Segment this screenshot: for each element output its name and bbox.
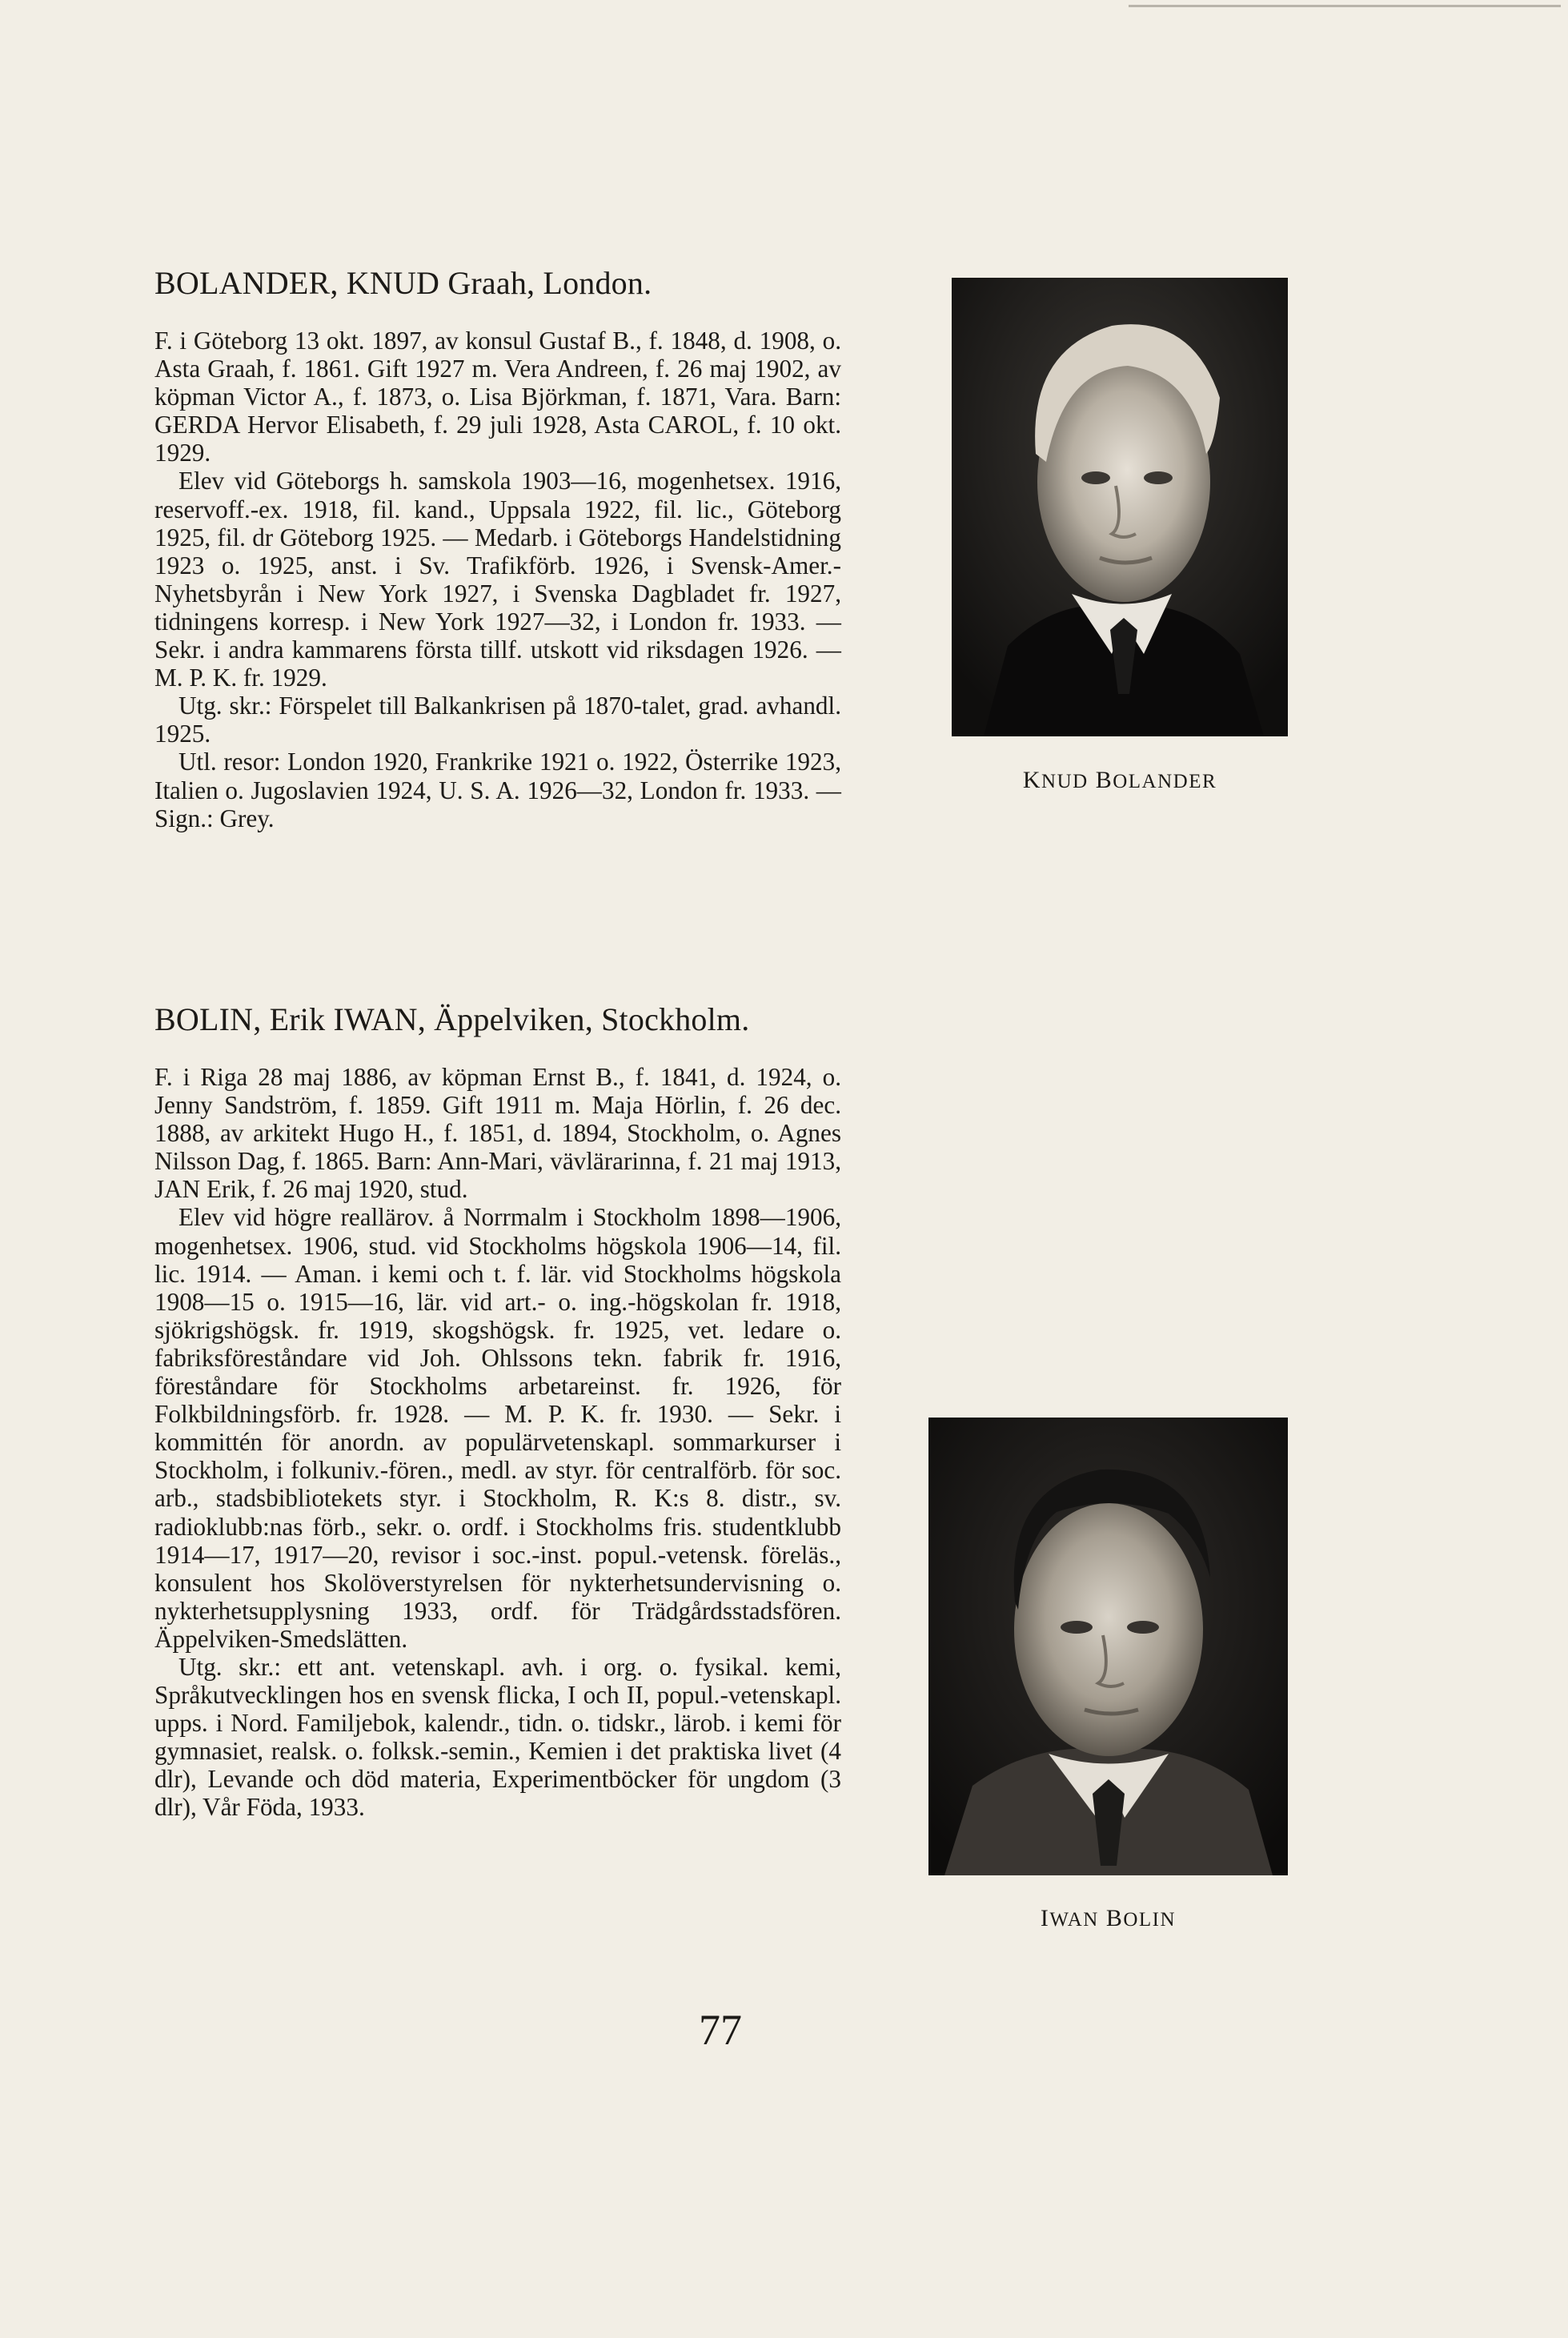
caption-last-rest: OLANDER xyxy=(1113,771,1217,792)
entry-paragraph: F. i Riga 28 maj 1886, av köpman Ernst B., f. 1841, d. 1924, o. Jenny Sandström, f. 1859. Gift 1911 m. Maja Hörlin, f. 26 dec. 1888, av arkitekt Hugo H., f. 1851, d. 1894, Stockholm, o. Agnes Nilsson Dag, f. 1865. Barn: Ann-Mari, vävlärarinna, f. 21 maj 1913, JAN Erik, f. 26 maj 1920, stud. xyxy=(154,1063,841,1204)
entry-paragraph: Utl. resor: London 1920, Frankrike 1921 o. 1922, Österrike 1923, Italien o. Jugoslavien 1924, U. S. A. 1926—32, London fr. 1933. — Sign.: Grey. xyxy=(154,748,841,832)
entry-body-bolin xyxy=(154,1063,841,1822)
entry-paragraph: F. i Göteborg 13 okt. 1897, av konsul Gustaf B., f. 1848, d. 1908, o. Asta Graah, f. 1861. Gift 1927 m. Vera Andreen, f. 26 maj 1902, av köpman Victor A., f. 1873, o. Lisa Björkman, f. 1871, Vara. Barn: GERDA Hervor Elisabeth, f. 29 juli 1928, Asta CAROL, f. 10 okt. 1929. xyxy=(154,327,841,467)
page-number: 77 xyxy=(699,2006,742,2054)
entry-heading-bolin: BOLIN, Erik IWAN, Äppelviken, Stockholm. xyxy=(154,1001,750,1037)
entry-paragraph: Elev vid högre reallärov. å Norrmalm i Stockholm 1898—1906, mogenhetsex. 1906, stud. vid Stockholms högskola 1906—14, fil. lic. 1914. — Aman. i kemi och t. f. lär. vid Stockholms högskola 1908—15 o. 1915—16, lär. vid art.- o. ing.-högskolan fr. 1918, sjökrigshögsk. fr. 1919, skogshögsk. fr. 1925, vet. ledare o. fabriksföreståndare vid Joh. Ohlssons tekn. fabrik fr. 1916, föreståndare för Stockholms arbetareinst. fr. 1926, för Folkbildningsförb. fr. 1928. — M. P. K. fr. 1930. — Sekr. i kommittén för anordn. av populärvetenskapl. sommarkurser i Stockholm, i folkuniv.-fören., medl. av styr. för centralförb. för soc. arb., stadsbibliotekets styr. i Stockholm, R. K:s 8. distr., sv. radioklubb:nas förb., sekr. o. ordf. i Stockholms fris. studentklubb 1914—17, 1917—20, revisor i soc.-inst. popul.-vetensk. föreläs., konsulent hos Skolöverstyrelsen för nykterhetsundervisning o. nykterhetsupplysning 1933, ordf. för Trädgårdsstadsfören. Äppelviken-Smedslätten. xyxy=(154,1203,841,1653)
caption-last-initial: B xyxy=(1095,767,1113,793)
portrait-caption-bolander xyxy=(952,767,1288,794)
caption-first-rest: NUD xyxy=(1041,771,1089,792)
entry-paragraph: Utg. skr.: Förspelet till Balkankrisen på 1870-talet, grad. avhandl. 1925. xyxy=(154,692,841,748)
caption-last-initial: B xyxy=(1105,1905,1124,1931)
entry-body-bolander xyxy=(154,327,841,832)
portrait-photo-bolander xyxy=(952,278,1288,736)
caption-first-rest: WAN xyxy=(1049,1909,1099,1931)
caption-first-initial: K xyxy=(1022,767,1042,793)
portrait-photo-bolin xyxy=(928,1418,1288,1875)
top-edge-rule xyxy=(1129,5,1561,7)
entry-heading-bolander: BOLANDER, KNUD Graah, London. xyxy=(154,265,652,301)
entry-paragraph: Utg. skr.: ett ant. vetenskapl. avh. i org. o. fysikal. kemi, Språkutvecklingen hos en svensk flicka, I och II, popul.-vetenskapl. upps. i Nord. Familjebok, kalendr., tidn. o. tidskr., lärob. i kemi för gymnasiet, realsk. o. folksk.-semin., Kemien i det praktiska livet (4 dlr), Levande och död materia, Experimentböcker för ungdom (3 dlr), Vår Föda, 1933. xyxy=(154,1652,841,1822)
portrait-caption-bolin xyxy=(928,1905,1288,1932)
caption-first-initial: I xyxy=(1040,1905,1050,1931)
entry-paragraph: Elev vid Göteborgs h. samskola 1903—16, mogenhetsex. 1916, reservoff.-ex. 1918, fil. kand., Uppsala 1922, fil. lic., Göteborg 1925, fil. dr Göteborg 1925. — Medarb. i Göteborgs Handelstidning 1923 o. 1925, anst. i Sv. Trafikförb. 1926, i Svensk-Amer.-Nyhetsbyrån i New York 1927, i Svenska Dagbladet fr. 1927, tidningens korresp. i New York 1927—32, i London fr. 1933. — Sekr. i andra kammarens första tillf. utskott vid riksdagen 1926. — M. P. K. fr. 1929. xyxy=(154,467,841,692)
caption-last-rest: OLIN xyxy=(1123,1909,1177,1931)
